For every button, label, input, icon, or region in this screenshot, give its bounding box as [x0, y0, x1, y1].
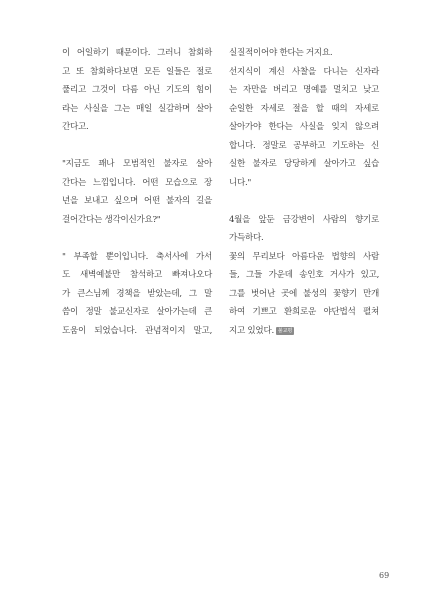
text-line: 4월을 앞둔 금강변이 사람의 향기로 — [229, 214, 379, 225]
text-line: 도 새벽예불만 참석하고 빠져나오다 — [62, 270, 212, 280]
text-line: 니다." — [229, 177, 252, 188]
paragraph — [62, 248, 212, 341]
text-line: 순일한 자세로 절을 할 때의 자세로 — [229, 103, 379, 114]
text-line: 이 어일하기 때문이다. 그러니 참회하 — [62, 48, 212, 58]
text-line: 선지식이 계신 사찰을 다니는 신자라 — [229, 66, 379, 77]
text-line: 간다는 느낌입니다. 어떤 모습으로 장 — [62, 177, 212, 188]
text-line: 하여 기쁘고 환희로운 야단법석 펼쳐 — [229, 307, 379, 317]
text-line: 들, 그들 가운데 송인호 거사가 있고, — [229, 270, 379, 280]
text-line: " 부족할 뿐이입니다. 축서사에 가서 — [62, 251, 212, 262]
page-number: 69 — [379, 571, 390, 580]
end-mark-badge: 불교평 — [277, 327, 293, 334]
closing-line-text: 지고 있었다. — [229, 325, 274, 336]
paragraph — [62, 44, 212, 137]
text-line: 합니다. 정말로 공부하고 기도하는 신 — [229, 140, 379, 151]
text-line — [229, 322, 379, 341]
paragraph — [62, 155, 212, 229]
text-line: 간다고. — [62, 122, 89, 132]
text-line: 가 큰스님께 경책을 받았는데, 그 말 — [62, 288, 212, 299]
paragraph-gap — [62, 137, 212, 156]
text-line: 가득하다. — [229, 233, 264, 243]
text-line: 그를 벗어난 곳에 불성의 꽃향기 만개 — [229, 288, 379, 299]
left-column — [62, 44, 212, 340]
text-line: 씀이 정말 불교신자로 살아가는데 큰 — [62, 307, 212, 317]
text-line: 실한 불자로 당당하게 살아가고 싶습 — [229, 159, 379, 169]
text-line: 는 자만을 버리고 명예를 멀치고 낮고 — [229, 85, 379, 95]
paragraph-gap — [62, 229, 212, 248]
text-line: 년을 보내고 싶으며 어떤 불자의 길을 — [62, 196, 212, 206]
text-line: 라는 사실을 그는 매일 실감하며 살아 — [62, 103, 212, 114]
text-line: 걸어간다는 생각이신가요?" — [62, 214, 161, 225]
paragraph — [229, 211, 379, 341]
paragraph-gap — [229, 192, 379, 211]
text-line: 살아가야 한다는 사실을 잊지 않으려 — [229, 122, 379, 132]
right-column — [229, 44, 379, 340]
text-line: 꽃의 무리보다 아름다운 법향의 사람 — [229, 251, 379, 262]
text-line: 고 또 참회하다보면 모든 일들은 절로 — [62, 66, 212, 77]
text-line: 실질적이어야 한다는 거지요. — [229, 48, 333, 58]
text-line: 풀리고 그것이 다름 아닌 기도의 힘이 — [62, 85, 212, 95]
text-line: "지금도 꽤나 모범적인 불자로 살아 — [62, 159, 212, 169]
text-line: 도움이 되었습니다. 관념적이지 말고, — [62, 325, 212, 336]
paragraph — [229, 44, 379, 192]
